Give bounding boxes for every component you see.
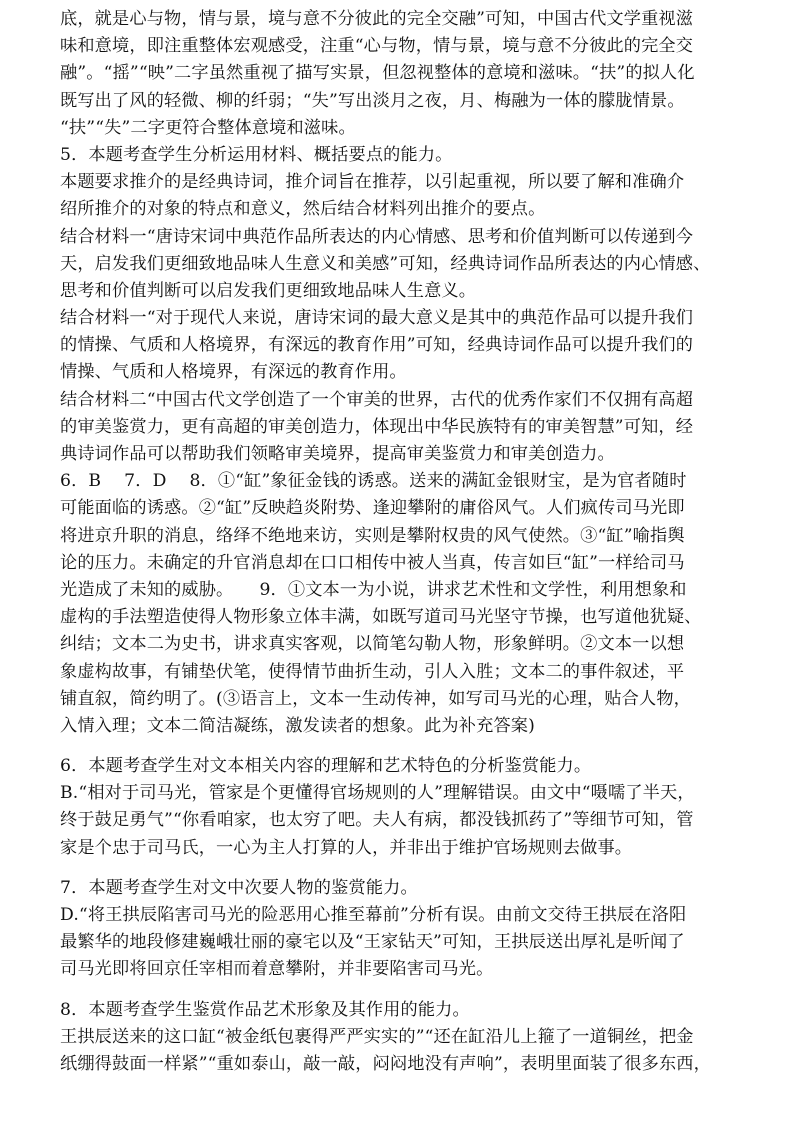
text-line: 思考和价值判断可以启发我们更细致地品味人生意义。 [60, 280, 477, 301]
text-line: 的情操、气质和人格境界，有深远的教育作用”可知，经典诗词作品可以提升我们的 [60, 335, 694, 356]
text-line: 结合材料二“中国古代文学创造了一个审美的世界，古代的优秀作家们不仅拥有高超 [60, 389, 694, 410]
text-line: “扶”“失”二字更符合整体意境和滋味。 [60, 117, 356, 138]
text-line: 纸绷得鼓面一样紧”“重如泰山，敲一敲，闷闷地没有声响”，表明里面装了很多东西， [60, 1053, 711, 1074]
text-line: 天，启发我们更细致地品味人生意义和美感”可知，经典诗词作品所表达的内心情感、 [60, 253, 711, 274]
text-line: 将进京升职的消息，络绎不绝地来访，实则是攀附权贵的风气使然。③“缸”喻指舆 [60, 525, 685, 546]
text-line: 的审美鉴赏力，更有高超的审美创造力，体现出中华民族特有的审美智慧”可知，经 [60, 416, 694, 437]
text-line: 底，就是心与物，情与景，境与意不分彼此的完全交融”可知，中国古代文学重视滋 [60, 9, 694, 29]
text-line: 终于鼓足勇气”“你看咱家，也太穷了吧。夫人有病，都没钱抓药了”等细节可知，管 [60, 810, 694, 831]
text-line: 融”。“摇”“映”二字虽然重视了描写实景，但忽视整体的意境和滋味。“扶”的拟人化 [60, 63, 695, 84]
text-line: B.“相对于司马光，管家是个更懂得官场规则的人”理解错误。由文中“嗫嚅了半天， [60, 783, 695, 804]
text-line: 味和意境，即注重整体宏观感受，注重“心与物，情与景，境与意不分彼此的完全交 [60, 36, 694, 57]
text-line: 本题要求推介的是经典诗词，推介词旨在推荐，以引起重视，所以要了解和准确介 [60, 172, 685, 193]
text-line: 光造成了未知的威胁。 9．①文本一为小说，讲求艺术性和文学性，利用想象和 [60, 579, 687, 600]
text-line: 象虚构故事，有铺垫伏笔，使得情节曲折生动，引人入胜；文本二的事件叙述，平 [60, 661, 685, 682]
question-heading: 5．本题考查学生分析运用材料、概括要点的能力。 [60, 144, 453, 165]
text-line: 王拱辰送来的这口缸“被金纸包裹得严严实实的”“还在缸沿儿上箍了一道铜丝，把金 [60, 1026, 694, 1047]
text-line: 典诗词作品可以帮助我们领略审美境界，提高审美鉴赏力和审美创造力。 [60, 444, 615, 464]
text-line: 最繁华的地段修建巍峨壮丽的豪宅以及“王家钻天”可知，王拱辰送出厚礼是听闻了 [60, 932, 685, 953]
text-line: 论的压力。未确定的升官消息却在口口相传中被人当真，传言如巨“缸”一样给司马 [60, 552, 685, 573]
text-line: 纠结；文本二为史书，讲求真实客观，以简笔勾勒人物，形象鲜明。②文本一以想 [60, 634, 685, 655]
text-line: 可能面临的诱惑。②“缸”反映趋炎附势、逢迎攀附的庸俗风气。人们疯传司马光即 [60, 498, 685, 519]
text-line: 情操、气质和人格境界，有深远的教育作用。 [60, 362, 407, 383]
question-heading: 6．本题考查学生对文本相关内容的理解和艺术特色的分析鉴赏能力。 [60, 756, 592, 777]
text-line: 绍所推介的对象的特点和意义，然后结合材料列出推介的要点。 [60, 199, 546, 220]
text-line: 结合材料一“对于现代人来说，唐诗宋词的最大意义是其中的典范作品可以提升我们 [60, 308, 694, 329]
text-line: 入情入理；文本二简洁凝练，激发读者的想象。此为补充答案) [60, 715, 535, 736]
text-line: D.“将王拱辰陷害司马光的险恶用心推至幕前”分析有误。由前文交待王拱辰在洛阳 [60, 905, 687, 925]
question-heading: 8．本题考查学生鉴赏作品艺术形象及其作用的能力。 [60, 999, 470, 1020]
text-line: 家是个忠于司马氏，一心为主人打算的人，并非出于维护官场规则去做事。 [60, 837, 633, 858]
answer-line: 6．B 7．D 8．①“缸”象征金钱的诱惑。送来的满缸金银财宝，是为官者随时 [60, 471, 687, 492]
text-line: 结合材料一“唐诗宋词中典范作品所表达的内心情感、思考和价值判断可以传递到今 [60, 226, 694, 247]
text-line: 虚构的手法塑造使得人物形象立体丰满，如既写道司马光坚守节操，也写道他犹疑、 [60, 607, 702, 628]
question-heading: 7．本题考查学生对文中次要人物的鉴赏能力。 [60, 877, 418, 898]
text-line: 司马光即将回京任宰相而着意攀附，并非要陷害司马光。 [60, 959, 494, 980]
text-line: 铺直叙，简约明了。(③语言上，文本一生动传神，如写司马光的心理，贴合人物， [60, 688, 692, 709]
text-line: 既写出了风的轻微、柳的纤弱；“失”写出淡月之夜，月、梅融为一体的朦胧情景。 [60, 90, 685, 111]
